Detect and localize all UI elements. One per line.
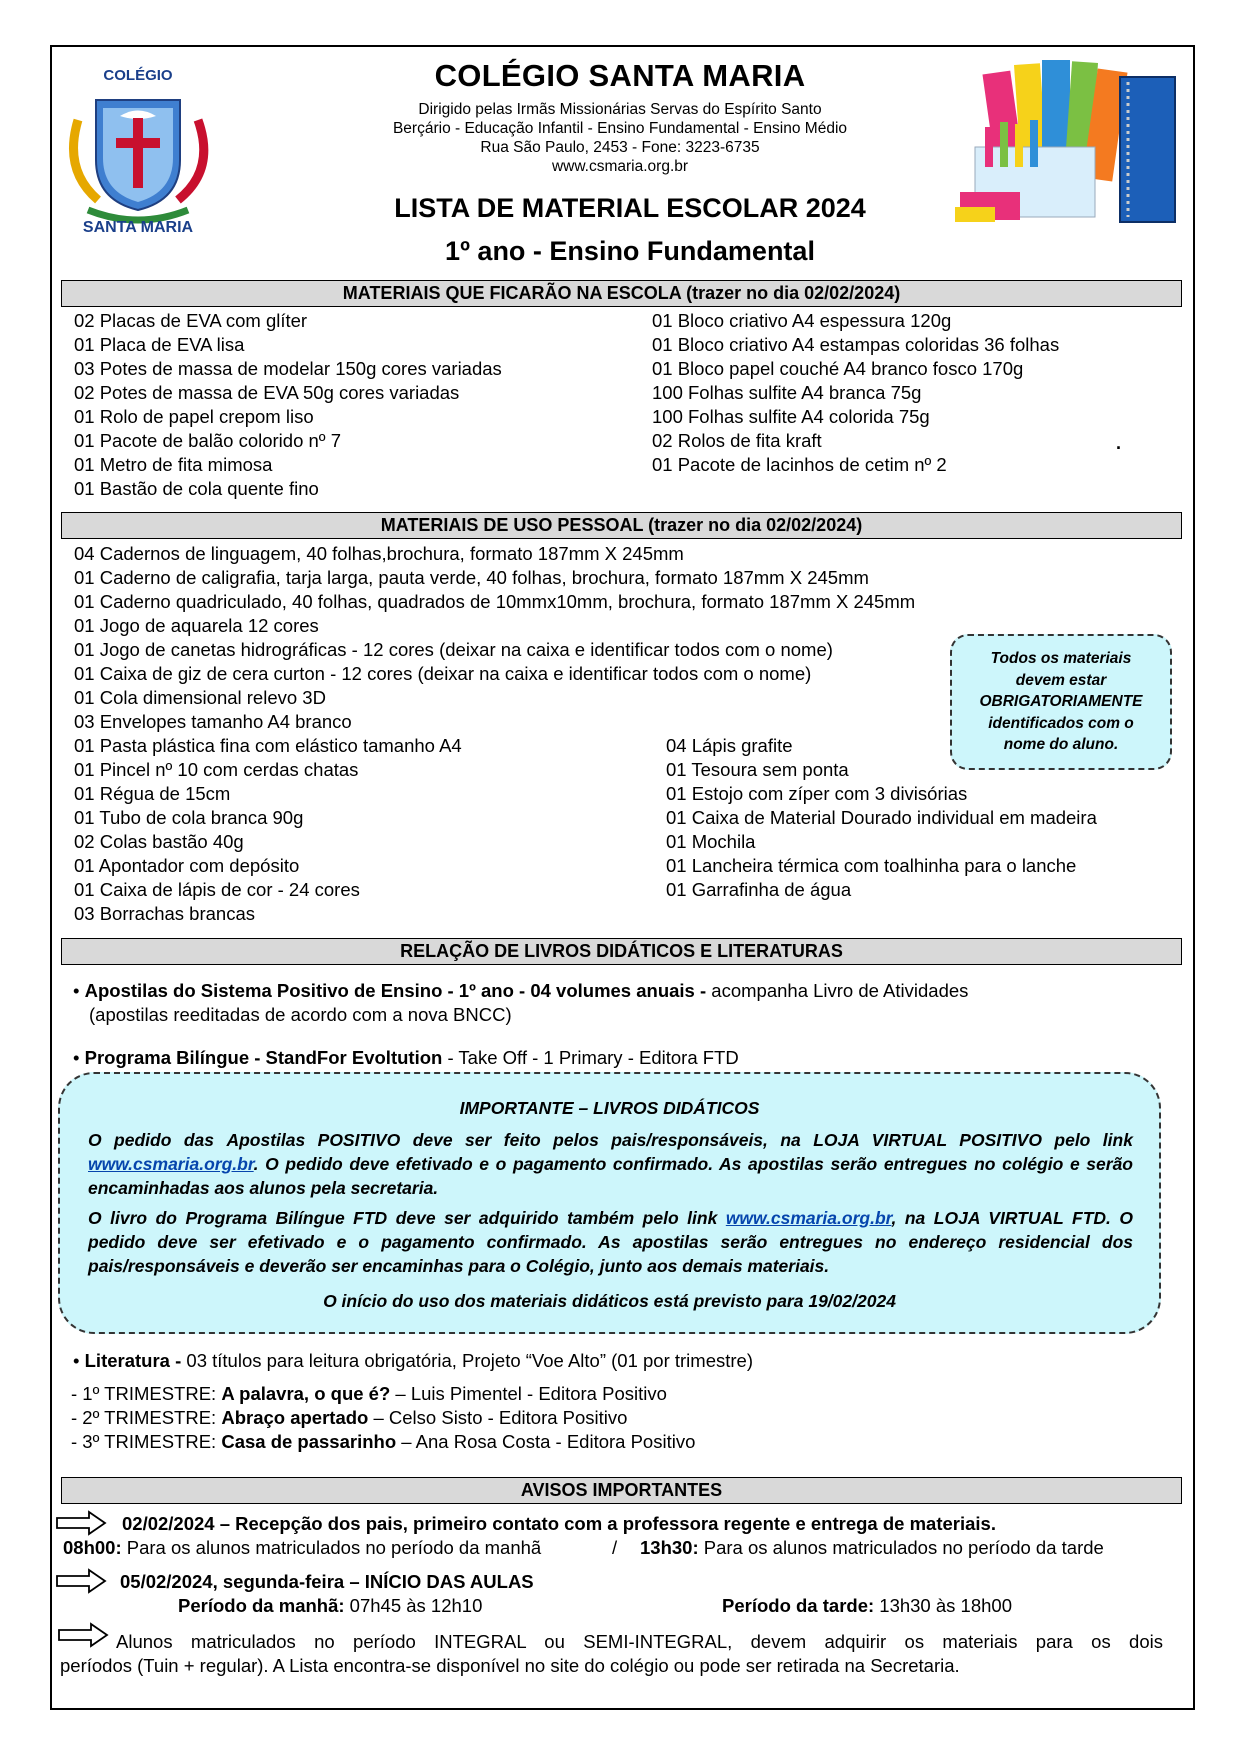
grade-title: 1º ano - Ensino Fundamental bbox=[445, 236, 815, 266]
trimester-1 bbox=[71, 1382, 667, 1406]
paragraph-text: , na bbox=[891, 1208, 934, 1228]
trimester-label: - 2º TRIMESTRE: bbox=[71, 1407, 222, 1428]
arrow-right-icon bbox=[55, 1510, 107, 1536]
trimester-2 bbox=[71, 1406, 627, 1430]
website-line: www.csmaria.org.br bbox=[551, 158, 689, 175]
period-label: Período da tarde: bbox=[722, 1595, 875, 1616]
list-item: 01 Lancheira térmica com toalhinha para o lanche bbox=[666, 855, 1077, 876]
notice-classes-start: 05/02/2024, segunda-feira – INÍCIO DAS AULAS bbox=[120, 1571, 534, 1592]
literatura-item bbox=[73, 1349, 753, 1373]
paragraph-text: pelo link bbox=[1041, 1130, 1133, 1150]
list-item: 100 Folhas sulfite A4 colorida 75g bbox=[652, 406, 930, 427]
note-line: identificados com o bbox=[988, 714, 1134, 732]
list-item: 100 Folhas sulfite A4 branca 75g bbox=[652, 382, 922, 403]
emphasis-text: LOJA VIRTUAL FTD. bbox=[933, 1208, 1111, 1228]
paragraph-text: . O pedido deve efetivado e o pagamento confirmado. As apostilas serão entregues no colégio e serão encaminhadas aos alunos pela secretaria. bbox=[88, 1154, 1133, 1198]
apostilas-title: Apostilas do Sistema Positivo de Ensino - 1º ano - 04 volumes anuais - bbox=[84, 980, 707, 1001]
books-heading: RELAÇÃO DE LIVROS DIDÁTICOS E LITERATURAS bbox=[61, 938, 1182, 965]
apostilas-note: (apostilas reeditadas de acordo com a nova BNCC) bbox=[89, 1004, 512, 1025]
important-closing: O início do uso dos materiais didáticos está previsto para 19/02/2024 bbox=[323, 1291, 896, 1311]
bilingue-detail: - Take Off - 1 Primary - Editora FTD bbox=[442, 1047, 739, 1068]
stray-mark: . bbox=[1116, 433, 1122, 453]
important-books-box bbox=[58, 1072, 1161, 1334]
list-item: 01 Jogo de aquarela 12 cores bbox=[74, 615, 319, 636]
personal-materials-full-list bbox=[74, 542, 915, 734]
logo-text-top: COLÉGIO bbox=[103, 67, 173, 84]
website-link[interactable]: www.csmaria.org.br bbox=[88, 1154, 254, 1174]
list-item: 03 Envelopes tamanho A4 branco bbox=[74, 711, 352, 732]
list-item: 04 Cadernos de linguagem, 40 folhas,brochura, formato 187mm X 245mm bbox=[74, 543, 684, 564]
apostilas-item bbox=[73, 979, 968, 1003]
list-item: 01 Caderno de caligrafia, tarja larga, pauta verde, 40 folhas, brochura, formato 187mm X 245mm bbox=[74, 567, 869, 588]
list-item: 01 Tesoura sem ponta bbox=[666, 759, 849, 780]
list-item: 01 Pacote de balão colorido nº 7 bbox=[74, 430, 341, 451]
note-line: devem estar bbox=[1015, 671, 1107, 689]
school-logo bbox=[58, 60, 218, 235]
list-item: 03 Borrachas brancas bbox=[74, 903, 255, 924]
list-item: 01 Pasta plástica fina com elástico tamanho A4 bbox=[74, 735, 462, 756]
list-title: LISTA DE MATERIAL ESCOLAR 2024 bbox=[394, 193, 866, 223]
book-title: Casa de passarinho bbox=[221, 1431, 397, 1452]
subtitle-line: Dirigido pelas Irmãs Missionárias Servas do Espírito Santo bbox=[418, 101, 822, 118]
list-item: 02 Rolos de fita kraft bbox=[652, 430, 822, 451]
notice-reception: 02/02/2024 – Recepção dos pais, primeiro contato com a professora regente e entrega de materiais. bbox=[122, 1513, 996, 1534]
list-item: 01 Caixa de giz de cera curton - 12 cores (deixar na caixa e identificar todos com o nome) bbox=[74, 663, 812, 684]
bilingue-item bbox=[73, 1046, 739, 1070]
notice-integral-line2: períodos (Tuin + regular). A Lista encontra-se disponível no site do colégio ou pode ser retirada na Secretaria. bbox=[60, 1655, 960, 1676]
notice-morning-period bbox=[178, 1594, 482, 1618]
important-title: IMPORTANTE – LIVROS DIDÁTICOS bbox=[459, 1098, 760, 1118]
list-item: 01 Caixa de Material Dourado individual em madeira bbox=[666, 807, 1097, 828]
school-materials-heading: MATERIAIS QUE FICARÃO NA ESCOLA (trazer no dia 02/02/2024) bbox=[61, 280, 1182, 307]
literatura-title: Literatura - bbox=[84, 1350, 182, 1371]
apostilas-detail: acompanha Livro de Atividades bbox=[706, 980, 969, 1001]
list-item: 01 Régua de 15cm bbox=[74, 783, 231, 804]
book-author: – Luis Pimentel - Editora Positivo bbox=[390, 1383, 667, 1404]
list-item: 02 Colas bastão 40g bbox=[74, 831, 244, 852]
website-link[interactable]: www.csmaria.org.br bbox=[725, 1208, 892, 1228]
bullet: • bbox=[73, 1047, 80, 1068]
list-item: 01 Bloco criativo A4 espessura 120g bbox=[652, 310, 952, 331]
time-detail: Para os alunos matriculados no período da manhã bbox=[121, 1537, 542, 1558]
trimester-label: - 1º TRIMESTRE: bbox=[71, 1383, 222, 1404]
list-item: 02 Potes de massa de EVA 50g cores variadas bbox=[74, 382, 460, 403]
trimester-3 bbox=[71, 1430, 695, 1454]
school-materials-left-list bbox=[74, 309, 502, 501]
paragraph-text: O pedido das bbox=[88, 1130, 227, 1150]
notice-reception-morning bbox=[63, 1536, 541, 1560]
period-time: 07h45 às 12h10 bbox=[344, 1595, 483, 1616]
list-item: 01 Cola dimensional relevo 3D bbox=[74, 687, 326, 708]
arrow-right-icon bbox=[57, 1622, 109, 1648]
note-line: Todos os materiais bbox=[990, 650, 1132, 667]
bullet: • bbox=[73, 980, 80, 1001]
paragraph-text: O pedido deve ser efetivado e o pagamento confirmado. As apostilas serão entregues no endereço residencial dos pais/responsáveis e deverão ser encaminhas para o Colégio, junto aos demais materiais. bbox=[88, 1208, 1134, 1276]
list-item: 01 Pacote de lacinhos de cetim nº 2 bbox=[652, 454, 947, 475]
book-title: Abraço apertado bbox=[221, 1407, 369, 1428]
notice-afternoon-period bbox=[722, 1594, 1012, 1618]
list-item: 01 Bastão de cola quente fino bbox=[74, 478, 319, 499]
list-item: 01 Tubo de cola branca 90g bbox=[74, 807, 304, 828]
time-label: 08h00: bbox=[63, 1537, 122, 1558]
identification-note bbox=[950, 634, 1172, 770]
personal-materials-heading: MATERIAIS DE USO PESSOAL (trazer no dia 02/02/2024) bbox=[61, 512, 1182, 539]
emphasis-text: Programa Bilíngue FTD bbox=[185, 1208, 388, 1228]
notice-reception-afternoon bbox=[640, 1536, 1104, 1560]
period-time: 13h30 às 18h00 bbox=[874, 1595, 1012, 1616]
note-line: nome do aluno. bbox=[1003, 736, 1119, 753]
important-paragraph-1 bbox=[88, 1128, 1133, 1200]
list-item: 02 Placas de EVA com glíter bbox=[74, 310, 308, 331]
list-item: 01 Garrafinha de água bbox=[666, 879, 852, 900]
book-title: A palavra, o que é? bbox=[221, 1383, 391, 1404]
bullet: • bbox=[73, 1350, 80, 1371]
list-item: 01 Placa de EVA lisa bbox=[74, 334, 245, 355]
bilingue-title: Programa Bilíngue - StandFor Evoltution bbox=[84, 1047, 443, 1068]
important-paragraph-2 bbox=[88, 1206, 1133, 1278]
list-item: 01 Mochila bbox=[666, 831, 756, 852]
school-materials-right-list bbox=[652, 309, 1059, 477]
paragraph-text: deve ser feito pelos pais/responsáveis, na bbox=[400, 1130, 814, 1150]
list-item: 01 Bloco criativo A4 estampas coloridas 36 folhas bbox=[652, 334, 1060, 355]
notice-integral-line1: Alunos matriculados no período INTEGRAL ou SEMI-INTEGRAL, devem adquirir os materiais para os dois bbox=[116, 1631, 1163, 1652]
time-label: 13h30: bbox=[640, 1537, 699, 1558]
notice-separator: / bbox=[612, 1537, 618, 1558]
list-item: 01 Apontador com depósito bbox=[74, 855, 300, 876]
paragraph-text: O livro do bbox=[88, 1208, 186, 1228]
list-item: 01 Rolo de papel crepom liso bbox=[74, 406, 314, 427]
list-item: 04 Lápis grafite bbox=[666, 735, 793, 756]
book-author: – Celso Sisto - Editora Positivo bbox=[368, 1407, 628, 1428]
arrow-right-icon bbox=[55, 1568, 107, 1594]
emphasis-text: Apostilas POSITIVO bbox=[226, 1130, 401, 1150]
list-item: 01 Caixa de lápis de cor - 24 cores bbox=[74, 879, 360, 900]
notices-heading: AVISOS IMPORTANTES bbox=[61, 1477, 1182, 1504]
list-item: 01 Jogo de canetas hidrográficas - 12 cores (deixar na caixa e identificar todos com o nome) bbox=[74, 639, 833, 660]
list-item: 01 Pincel nº 10 com cerdas chatas bbox=[74, 759, 359, 780]
logo-text-bottom: SANTA MARIA bbox=[82, 219, 194, 235]
subtitle-line: Berçário - Educação Infantil - Ensino Fundamental - Ensino Médio bbox=[392, 120, 848, 137]
school-name: COLÉGIO SANTA MARIA bbox=[434, 58, 806, 93]
personal-materials-left-list bbox=[74, 734, 462, 926]
emphasis-text: LOJA VIRTUAL POSITIVO bbox=[813, 1130, 1042, 1150]
list-item: 03 Potes de massa de modelar 150g cores variadas bbox=[74, 358, 502, 379]
trimester-label: - 3º TRIMESTRE: bbox=[71, 1431, 222, 1452]
paragraph-text: deve ser adquirido também pelo link bbox=[387, 1208, 726, 1228]
period-label: Período da manhã: bbox=[178, 1595, 345, 1616]
note-line: OBRIGATORIAMENTE bbox=[979, 693, 1143, 710]
time-detail: Para os alunos matriculados no período da tarde bbox=[698, 1537, 1104, 1558]
subtitle-line: Rua São Paulo, 2453 - Fone: 3223-6735 bbox=[480, 139, 760, 156]
list-item: 01 Caderno quadriculado, 40 folhas, quadrados de 10mmx10mm, brochura, formato 187mm X 245mm bbox=[74, 591, 916, 612]
list-item: 01 Estojo com zíper com 3 divisórias bbox=[666, 783, 968, 804]
book-author: – Ana Rosa Costa - Editora Positivo bbox=[396, 1431, 696, 1452]
list-item: 01 Bloco papel couché A4 branco fosco 170g bbox=[652, 358, 1024, 379]
list-item: 01 Metro de fita mimosa bbox=[74, 454, 273, 475]
literatura-detail: 03 títulos para leitura obrigatória, Projeto “Voe Alto” (01 por trimestre) bbox=[181, 1350, 753, 1371]
